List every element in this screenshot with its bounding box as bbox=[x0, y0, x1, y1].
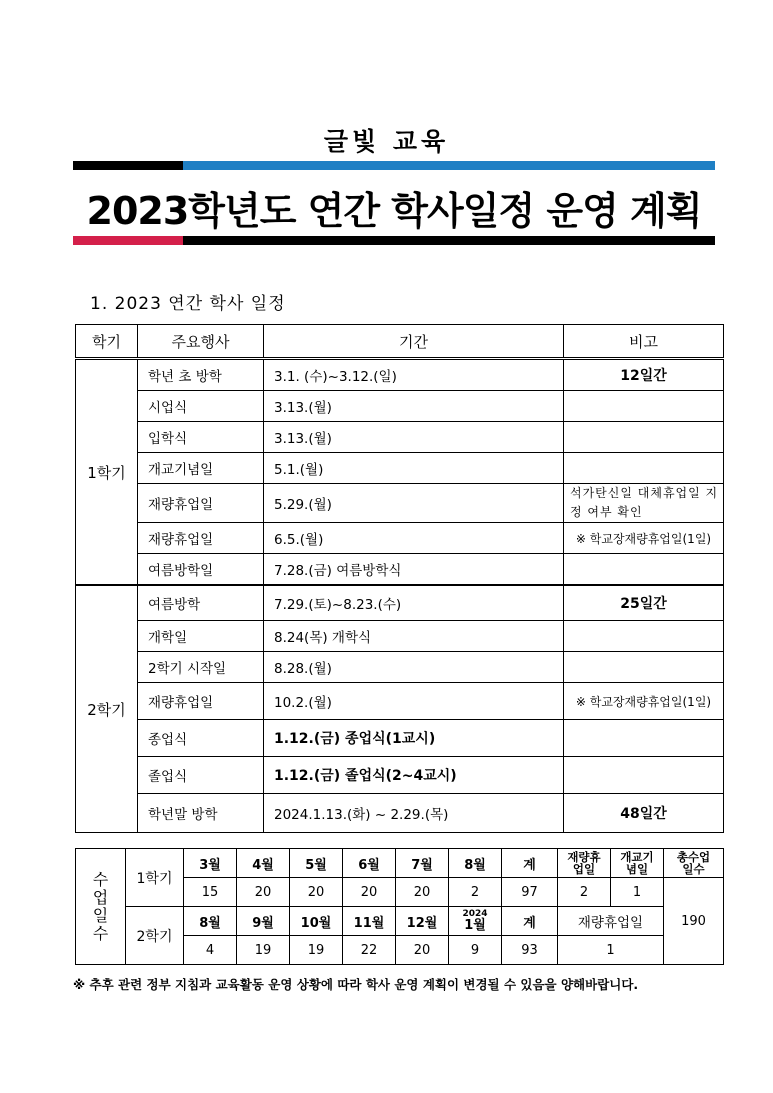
period-cell: 7.28.(금) 여름방학식 bbox=[264, 554, 564, 586]
table-row bbox=[76, 621, 724, 652]
month-header: 4월 bbox=[237, 849, 290, 878]
days-value: 20 bbox=[237, 878, 290, 907]
header-note: 비고 bbox=[564, 325, 724, 359]
document-title: 2023학년도 연간 학사일정 운영 계획 bbox=[86, 189, 702, 233]
event-cell: 종업식 bbox=[138, 720, 264, 757]
table-row bbox=[76, 652, 724, 683]
month-header: 10월 bbox=[290, 907, 343, 936]
days-value: 20 bbox=[396, 878, 449, 907]
grand-total-header bbox=[664, 849, 724, 878]
period-cell: 2024.1.13.(화) ~ 2.29.(목) bbox=[264, 794, 564, 833]
month-header-jan bbox=[449, 907, 502, 936]
discretionary-value: 2 bbox=[558, 878, 611, 907]
month-header: 8월 bbox=[184, 907, 237, 936]
note-cell: 48일간 bbox=[564, 794, 724, 833]
header-event: 주요행사 bbox=[138, 325, 264, 359]
note-cell: 25일간 bbox=[564, 585, 724, 621]
days-value: 4 bbox=[184, 936, 237, 965]
anniversary-value: 1 bbox=[611, 878, 664, 907]
grand-total-header-text: 총수업일수 bbox=[676, 850, 711, 876]
days-value: 22 bbox=[343, 936, 396, 965]
days-value: 9 bbox=[449, 936, 502, 965]
note-cell: ※ 학교장재량휴업일(1일) bbox=[564, 523, 724, 554]
event-cell: 학년말 방학 bbox=[138, 794, 264, 833]
table-row bbox=[76, 585, 724, 621]
note-cell bbox=[564, 391, 724, 422]
table-row bbox=[76, 554, 724, 586]
note-cell bbox=[564, 554, 724, 586]
total-header: 계 bbox=[502, 907, 558, 936]
bottom-divider-black bbox=[183, 236, 715, 245]
period-cell: 10.2.(월) bbox=[264, 683, 564, 720]
month-header: 6월 bbox=[343, 849, 396, 878]
days-row bbox=[76, 849, 724, 878]
anniversary-header-text: 개교기념일 bbox=[620, 850, 654, 876]
discretionary-value: 1 bbox=[558, 936, 664, 965]
month-name: 1월 bbox=[464, 918, 486, 933]
month-header: 3월 bbox=[184, 849, 237, 878]
table-row bbox=[76, 422, 724, 453]
period-cell: 7.29.(토)~8.23.(수) bbox=[264, 585, 564, 621]
schedule-table bbox=[75, 324, 724, 833]
anniversary-header bbox=[611, 849, 664, 878]
days-value: 19 bbox=[237, 936, 290, 965]
table-row bbox=[76, 523, 724, 554]
school-days-label-text: 수업일수 bbox=[92, 869, 109, 943]
month-header: 11월 bbox=[343, 907, 396, 936]
note-cell bbox=[564, 757, 724, 794]
days-value: 15 bbox=[184, 878, 237, 907]
period-cell: 1.12.(금) 졸업식(2~4교시) bbox=[264, 757, 564, 794]
schedule-header-row bbox=[76, 325, 724, 359]
total-header: 계 bbox=[502, 849, 558, 878]
event-cell: 개학일 bbox=[138, 621, 264, 652]
school-days-label bbox=[76, 849, 126, 965]
table-row bbox=[76, 359, 724, 391]
semester-label: 2학기 bbox=[76, 585, 138, 833]
event-cell: 여름방학 bbox=[138, 585, 264, 621]
top-divider-blue bbox=[183, 161, 715, 170]
days-value: 2 bbox=[449, 878, 502, 907]
bottom-divider-red bbox=[73, 236, 183, 245]
discretionary-header bbox=[558, 849, 611, 878]
school-days-table bbox=[75, 848, 724, 965]
days-value: 20 bbox=[343, 878, 396, 907]
month-header: 9월 bbox=[237, 907, 290, 936]
note-cell bbox=[564, 720, 724, 757]
period-cell: 8.24(목) 개학식 bbox=[264, 621, 564, 652]
period-cell: 1.12.(금) 종업식(1교시) bbox=[264, 720, 564, 757]
footnote: ※ 추후 관련 정부 지침과 교육활동 운영 상황에 따라 학사 운영 계획이 변경될 수 있음을 양해바랍니다. bbox=[73, 977, 639, 992]
month-header: 8월 bbox=[449, 849, 502, 878]
discretionary-header-text: 재량휴업일 bbox=[567, 850, 601, 876]
table-row bbox=[76, 720, 724, 757]
note-cell: ※ 학교장재량휴업일(1일) bbox=[564, 683, 724, 720]
event-cell: 학년 초 방학 bbox=[138, 359, 264, 391]
month-year: 2024 bbox=[462, 909, 488, 919]
top-divider-black bbox=[73, 161, 183, 170]
period-cell: 3.1. (수)~3.12.(일) bbox=[264, 359, 564, 391]
table-row bbox=[76, 683, 724, 720]
table-row bbox=[76, 391, 724, 422]
note-cell bbox=[564, 652, 724, 683]
period-cell: 5.1.(월) bbox=[264, 453, 564, 484]
table-row bbox=[76, 794, 724, 833]
month-header: 7월 bbox=[396, 849, 449, 878]
days-value: 20 bbox=[396, 936, 449, 965]
table-row bbox=[76, 453, 724, 484]
event-cell: 개교기념일 bbox=[138, 453, 264, 484]
period-cell: 8.28.(월) bbox=[264, 652, 564, 683]
event-cell: 여름방학일 bbox=[138, 554, 264, 586]
section-title: 1. 2023 연간 학사 일정 bbox=[90, 294, 286, 314]
event-cell: 재량휴업일 bbox=[138, 683, 264, 720]
note-cell bbox=[564, 422, 724, 453]
event-cell: 2학기 시작일 bbox=[138, 652, 264, 683]
note-cell bbox=[564, 621, 724, 652]
header-semester: 학기 bbox=[76, 325, 138, 359]
event-cell: 입학식 bbox=[138, 422, 264, 453]
period-cell: 5.29.(월) bbox=[264, 484, 564, 523]
sem1-label: 1학기 bbox=[126, 849, 184, 907]
table-row bbox=[76, 484, 724, 523]
table-row bbox=[76, 757, 724, 794]
total-value: 93 bbox=[502, 936, 558, 965]
grand-total-value: 190 bbox=[664, 878, 724, 965]
days-row bbox=[76, 907, 724, 936]
days-value: 19 bbox=[290, 936, 343, 965]
event-cell: 시업식 bbox=[138, 391, 264, 422]
total-value: 97 bbox=[502, 878, 558, 907]
days-value: 20 bbox=[290, 878, 343, 907]
period-cell: 3.13.(월) bbox=[264, 422, 564, 453]
period-cell: 3.13.(월) bbox=[264, 391, 564, 422]
semester-label: 1학기 bbox=[76, 359, 138, 586]
period-cell: 6.5.(월) bbox=[264, 523, 564, 554]
month-header: 12월 bbox=[396, 907, 449, 936]
month-header: 5월 bbox=[290, 849, 343, 878]
note-cell: 12일간 bbox=[564, 359, 724, 391]
event-cell: 재량휴업일 bbox=[138, 523, 264, 554]
header-period: 기간 bbox=[264, 325, 564, 359]
note-cell bbox=[564, 453, 724, 484]
note-cell: 석가탄신일 대체휴업일 지정 여부 확인 bbox=[564, 484, 724, 523]
event-cell: 재량휴업일 bbox=[138, 484, 264, 523]
organization-name: 글빛 교육 bbox=[323, 127, 450, 156]
sem2-label: 2학기 bbox=[126, 907, 184, 965]
event-cell: 졸업식 bbox=[138, 757, 264, 794]
discretionary-header: 재량휴업일 bbox=[558, 907, 664, 936]
